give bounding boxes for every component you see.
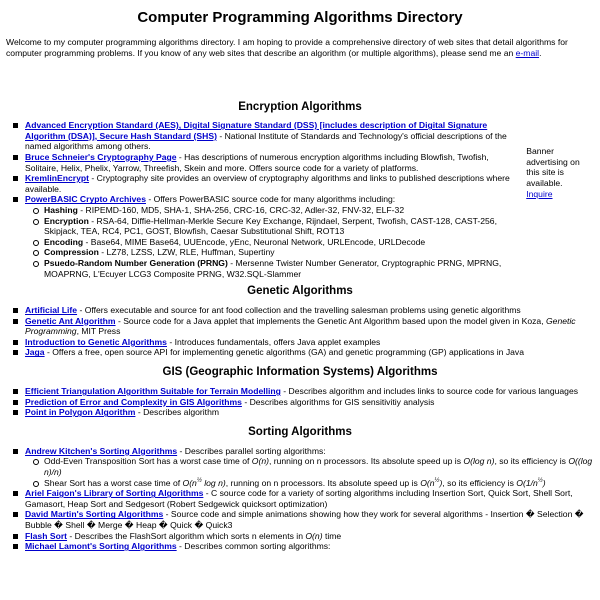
flash-sort-link[interactable]: Flash Sort	[25, 530, 68, 541]
artificial-life-link[interactable]: Artificial Life	[25, 305, 78, 316]
genetic-section	[6, 284, 594, 358]
list-item: David Martin's Sorting Algorithms - Source code and simple animations showing how they work for several algorithms - Insertion � Selection � Bubble � Shell � Merge � Heap � Quick � Quick3	[25, 509, 594, 530]
sub-list-item: Psuedo-Random Number Generation (PRNG) - Mersenne Twister Number Generator, Cryptographic PRNG, MPRNG, MOAPRNG, L'Ecuyer LCG3 Composite PRNG, W32.SQL-Slammer	[44, 258, 522, 279]
banner-text: Banner advertising on this site is available.	[526, 146, 580, 188]
intro-genetic-link[interactable]: Introduction to Genetic Algorithms	[25, 336, 167, 347]
jaga-link[interactable]: Jaga	[25, 347, 45, 358]
kitchen-sublist	[25, 456, 594, 488]
genetic-ant-link[interactable]: Genetic Ant Algorithm	[25, 315, 116, 326]
gis-list	[6, 386, 594, 418]
list-item: Flash Sort - Describes the FlashSort algorithm which sorts n elements in O(n) time	[25, 531, 594, 542]
sorting-section	[6, 425, 594, 552]
sorting-heading: Sorting Algorithms	[248, 425, 352, 438]
genetic-heading: Genetic Algorithms	[247, 285, 353, 298]
schneier-link[interactable]: Bruce Schneier's Cryptography Page	[25, 151, 177, 162]
sub-list-item: Compression - LZ78, LZSS, LZW, RLE, Huffman, Supertiny	[44, 247, 522, 258]
list-item: Andrew Kitchen's Sorting Algorithms - Describes parallel sorting algorithms: Odd-Even Transposition Sort has a worst case time of O(n), running on n processors. Its absolute speed up is O(log n), so its efficiency is O((log n)/n) Shear Sort has a worst case time of $O(n^{\frac{1}{2}}$ log n), running on n processors. Its absolute speed up is $O(n^{\frac{1}{2}})$, so its efficiency is $O(1/n^{\frac{1}{2}})$	[25, 445, 593, 488]
sub-list-item: Encoding - Base64, MIME Base64, UUEncode, yEnc, Neuronal Network, URLEncode, URLDecode	[44, 237, 522, 248]
list-item: Prediction of Error and Complexity in GIS Algorithms - Describes algorithms for GIS sensitivitiy analysis	[25, 397, 594, 408]
martin-link[interactable]: David Martin's Sorting Algorithms	[25, 509, 164, 520]
list-item: Introduction to Genetic Algorithms - Introduces fundamentals, offers Java applet examples	[25, 337, 594, 348]
sub-list-item: Odd-Even Transposition Sort has a worst case time of O(n), running on n processors. Its absolute speed up is O(log n), so its efficiency is O((log n)/n)	[44, 456, 593, 478]
list-item: Point in Polygon Algorithm - Describes algorithm	[25, 407, 594, 418]
powerbasic-link[interactable]: PowerBASIC Crypto Archives	[25, 194, 146, 205]
list-item: Artificial Life - Offers executable and source for ant food collection and the travelling salesman problems using genetic algorithms	[25, 305, 594, 316]
email-link[interactable]: e-mail	[515, 47, 540, 58]
intro-paragraph: Welcome to my computer programming algorithms directory. I am hoping to provide a comprehensive directory of web sites that detail algorithms for computer programming problems. If you know of any web sites that describe an algorithm (or multiple algorithms), please send me an e-mail.	[6, 37, 568, 58]
gis-heading: GIS (Geographic Information Systems) Algorithms	[162, 366, 438, 379]
faigon-link[interactable]: Ariel Faigon's Library of Sorting Algorithms	[25, 488, 204, 499]
encryption-heading: Encryption Algorithms	[238, 101, 362, 114]
list-item: Michael Lamont's Sorting Algorithms - Describes common sorting algorithms:	[25, 541, 594, 552]
gis-section	[6, 365, 594, 418]
kremlinencrypt-link[interactable]: KremlinEncrypt	[25, 173, 89, 184]
list-item: PowerBASIC Crypto Archives - Offers PowerBASIC source code for many algorithms including: Hashing - RIPEMD-160, MD5, SHA-1, SHA-256, CRC-16, CRC-32, Adler-32, FNV-32, ELF-32 Encryption - RSA-64, Diffie-Hellman-Merkle Secure Key Exchange, Rijndael, Serpent, Twofish, CAST-128, CAST-256, Skipjack, TEA, RC4, PC1, GOST, Blowfish, Caesar Substitutional Shift, ROT13 Encoding - Base64, MIME Base64, UUEncode, yEnc, Neuronal Network, URLEncode, URLDecode Compression - LZ78, LZSS, LZW, RLE, Huffman, Supertiny Psuedo-Random Number Generation (PRNG) - Mersenne Twister Number Generator, Cryptographic PRNG, MPRNG, MOAPRNG, L'Ecuyer LCG3 Composite PRNG, W32.SQL-Slammer	[25, 194, 522, 279]
encryption-section	[6, 100, 594, 279]
banner-ad	[522, 120, 594, 279]
sub-list-item: Hashing - RIPEMD-160, MD5, SHA-1, SHA-256, CRC-16, CRC-32, Adler-32, FNV-32, ELF-32	[44, 205, 522, 216]
sub-list-item: Encryption - RSA-64, Diffie-Hellman-Merkle Secure Key Exchange, Rijndael, Serpent, Twofish, CAST-128, CAST-256, Skipjack, TEA, RC4, PC1, GOST, Blowfish, Caesar Substitutional Shift, ROT13	[44, 216, 522, 237]
point-in-polygon-link[interactable]: Point in Polygon Algorithm	[25, 407, 136, 418]
intro-text: Welcome to my computer programming algorithms directory. I am hoping to provide a comprehensive directory of web sites that detail algorithms for computer programming problems. If you know of any web sites that describe an algorithm (or multiple algorithms), please send me an	[6, 37, 568, 58]
list-item: Advanced Encryption Standard (AES), Digital Signature Standard (DSS) [includes description of Digital Signature Algorithm (DSA)], Secure Hash Standard (SHS) - National Institute of Standards and Technology's official descriptions of the named algorithms among others.	[25, 120, 522, 152]
genetic-list	[6, 305, 594, 358]
list-item: Bruce Schneier's Cryptography Page - Has descriptions of numerous encryption algorithms including Blowfish, Twofish, Solitaire, Helix, Phelix, Yarrow, Threefish, Skein and more. Offers source code for a variety of platforms.	[25, 152, 522, 173]
aes-dss-shs-link[interactable]: Advanced Encryption Standard (AES), Digital Signature Standard (DSS) [includes description of Digital Signature Algorithm (DSA)], Secure Hash Standard (SHS)	[25, 120, 488, 141]
inquire-link[interactable]: Inquire	[526, 188, 553, 199]
sub-list-item: Shear Sort has a worst case time of $O(n^{\frac{1}{2}}$ log n), running on n processors. Its absolute speed up is $O(n^{\frac{1}{2}})$, so its efficiency is $O(1/n^{\frac{1}{2}})$	[44, 478, 594, 489]
page-title: Computer Programming Algorithms Directory	[137, 9, 463, 26]
lamont-link[interactable]: Michael Lamont's Sorting Algorithms	[25, 541, 177, 552]
list-item: Efficient Triangulation Algorithm Suitable for Terrain Modelling - Describes algorithm and includes links to source code for various languages	[25, 386, 594, 397]
list-item: KremlinEncrypt - Cryptography site provides an overview of cryptography algorithms and links to published descriptions where available.	[25, 173, 522, 194]
list-item: Genetic Ant Algorithm - Source code for a Java applet that implements the Genetic Ant Algorithm based upon the model given in Koza, Genetic Programming, MIT Press	[25, 316, 594, 337]
encryption-list	[6, 120, 522, 279]
list-item: Jaga - Offers a free, open source API for implementing genetic algorithms (GA) and genetic programming (GP) applications in Java	[25, 347, 594, 358]
gis-error-link[interactable]: Prediction of Error and Complexity in GIS Algorithms	[25, 396, 242, 407]
sorting-list	[6, 446, 594, 552]
powerbasic-sublist	[25, 205, 522, 279]
list-item: Ariel Faigon's Library of Sorting Algorithms - C source code for a variety of sorting algorithms including Insertion Sort, Quick Sort, Shell Sort, Gamasort, Heap Sort and Sedgesort (Robert Sedgewick quicksort optimization)	[25, 488, 594, 509]
kitchen-link[interactable]: Andrew Kitchen's Sorting Algorithms	[25, 445, 178, 456]
triangulation-link[interactable]: Efficient Triangulation Algorithm Suitable for Terrain Modelling	[25, 386, 281, 397]
